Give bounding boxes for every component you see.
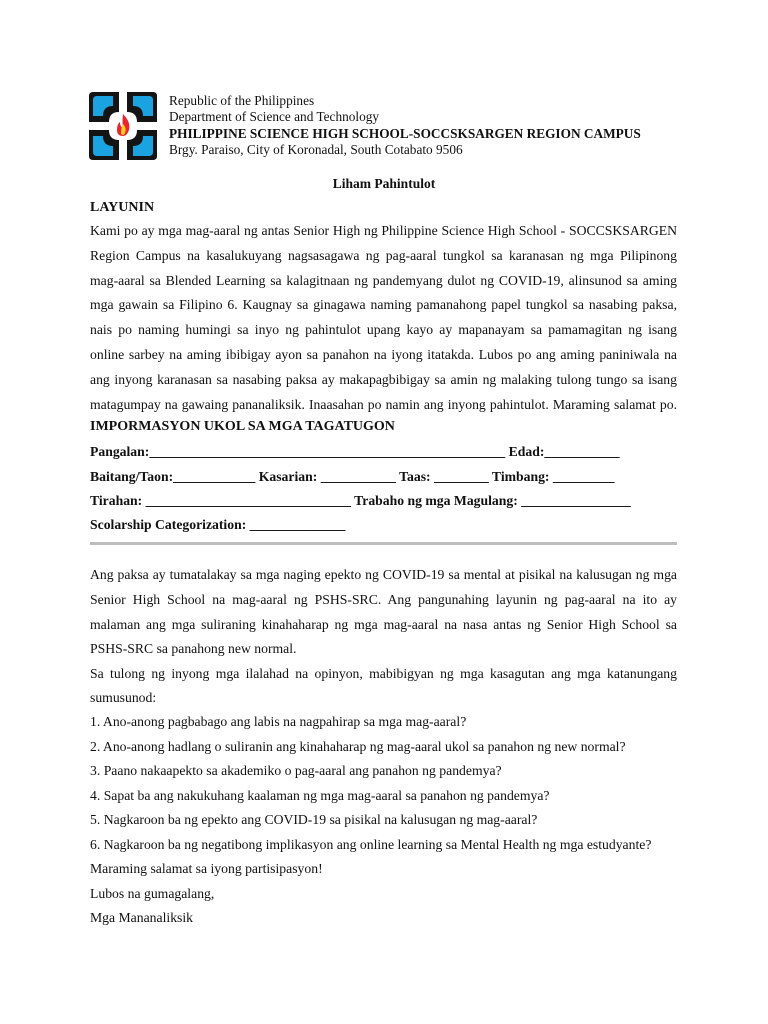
paragraph-line: Senior High School na mag-aaral ng PSHS-SRC. Ang pangunahing layunin ng pag-aaral na ito ay xyxy=(90,591,677,607)
paragraph-line: malaman ang mga suliraning kinahaharap ng mga mag-aaral na nasa antas ng Senior High School sa xyxy=(90,616,677,632)
paragraph-line: mag-aaral sa Blended Learning sa kalagitnaan ng pandemyang dulot ng COVID-19, alinsunod sa aming xyxy=(90,272,677,288)
school-address: Brgy. Paraiso, City of Koronadal, South Cotabato 9506 xyxy=(169,141,463,157)
form-row-baitang[interactable]: Baitang/Taon:____________ Kasarian: ___________ Taas: ________ Timbang: _________ xyxy=(90,469,615,484)
question-item: 3. Paano nakaapekto sa akademiko o pag-aaral ang panahon ng pandemya? xyxy=(90,763,502,778)
closing-thanks: Maraming salamat sa iyong partisipasyon! xyxy=(90,861,323,876)
question-item: 1. Ano-anong pagbabago ang labis na nagpahirap sa mga mag-aaral? xyxy=(90,714,467,729)
paragraph-line: mga gawain sa Filipino 6. Kaugnay sa ginagawa naming pamanahong papel tungkol sa nasabing paksa, xyxy=(90,297,677,313)
paragraph-line: matagumpay na gawaing pananaliksik. Inaasahan po namin ang inyong pahintulot. Maraming salamat po. xyxy=(90,396,677,412)
intro-last-line: PSHS-SRC sa panahong new normal. xyxy=(90,641,297,656)
form-row-pangalan[interactable]: Pangalan:____________________________________________________ Edad:___________ xyxy=(90,444,620,459)
form-row-tirahan[interactable]: Tirahan: ______________________________ Trabaho ng mga Magulang: ________________ xyxy=(90,493,631,508)
pshs-seal-icon xyxy=(89,92,157,160)
paragraph-line: Kami po ay mga mag-aaral ng antas Senior High ng Philippine Science High School - SOCCSKSARGEN xyxy=(90,223,677,238)
paragraph-line: Sa tulong ng inyong mga ilalahad na opinyon, mabibigyan ng mga kasagutan ang mga katanungang xyxy=(90,666,677,681)
header-line1: Republic of the Philippines xyxy=(169,93,315,108)
paragraph-line: Ang paksa ay tumatalakay sa mga naging epekto ng COVID-19 sa mental at pisikal na kalusugan ng mga xyxy=(90,567,677,582)
request-last-line: sumusunod: xyxy=(90,690,157,705)
question-item: 5. Nagkaroon ba ng epekto ang COVID-19 sa pisikal na kalusugan ng mag-aaral? xyxy=(90,812,538,827)
form-row-scholarship[interactable]: Scolarship Categorization: ______________ xyxy=(90,517,346,532)
layunin-paragraph xyxy=(90,219,677,417)
paragraph-line: Region Campus na kasalukuyang nagsasagawa ng pag-aaral tungkol sa karanasan ng mga Pilipinong xyxy=(90,247,677,263)
school-name: PHILIPPINE SCIENCE HIGH SCHOOL-SOCCSKSARGEN REGION CAMPUS xyxy=(169,125,641,141)
intro-paragraph xyxy=(90,563,677,637)
info-heading: IMPORMASYON UKOL SA MGA TAGATUGON xyxy=(90,419,395,434)
request-paragraph xyxy=(90,662,677,687)
closing-salutation: Lubos na gumagalang, xyxy=(90,886,215,901)
question-item: 6. Nagkaroon ba ng negatibong implikasyon ang online learning sa Mental Health ng mga estudyante? xyxy=(90,837,652,852)
closing-signature: Mga Mananaliksik xyxy=(90,910,194,925)
paragraph-line: nais po naming humingi sa inyo ng pahintulot upang kayo ay mapanayam sa pamamagitan ng isang xyxy=(90,322,677,338)
paragraph-line: ang inyong karanasan sa nasabing paksa ay makapagbibigay sa amin ng malaking tulong tungo sa isang xyxy=(90,371,677,387)
header-line2: Department of Science and Technology xyxy=(169,109,380,125)
question-item: 4. Sapat ba ang nakukuhang kaalaman ng mga mag-aaral sa panahon ng pandemya? xyxy=(90,788,550,803)
section-divider xyxy=(90,542,677,545)
question-item: 2. Ano-anong hadlang o suliranin ang kinahaharap ng mag-aaral ukol sa panahon ng new normal? xyxy=(90,739,626,754)
document-title: Liham Pahintulot xyxy=(332,176,436,191)
paragraph-line: online sarbey na aming ibibigay ayon sa panahon na iyong itatakda. Lubos po ang aming paniniwala na xyxy=(90,346,677,362)
layunin-heading: LAYUNIN xyxy=(90,200,155,215)
